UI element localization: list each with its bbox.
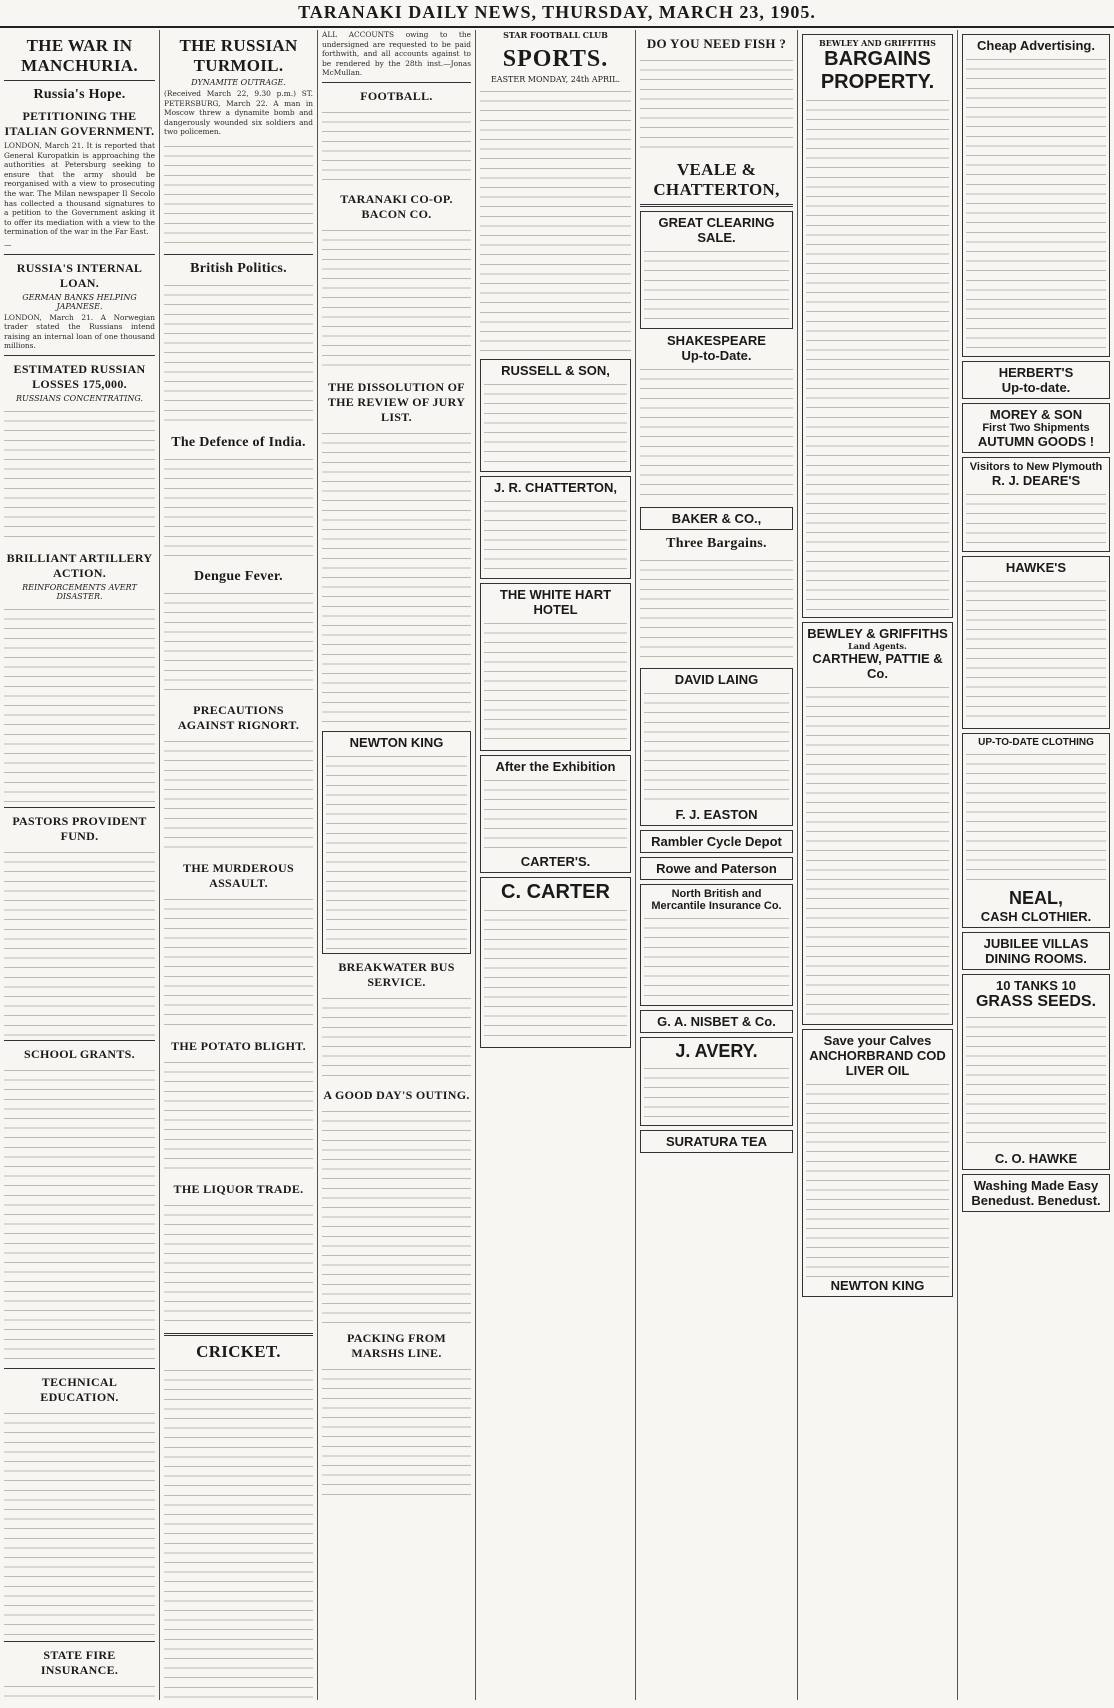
losses-heading: ESTIMATED RUSSIAN LOSSES 175,000. [13,361,146,391]
rowe-paterson-ad [640,857,793,880]
c-carter-ad [480,877,631,1048]
carthew-pattie-heading: CARTHEW, PATTIE & Co. [812,651,943,681]
divider [4,80,155,81]
column-notices [318,30,476,1700]
school-grants-heading: SCHOOL GRANTS. [24,1046,135,1061]
artillery-heading: BRILLIANT ARTILLERY ACTION. [6,550,153,580]
hawkes-heading: HAWKE'S [1005,560,1067,575]
suratura-heading: SURATURA TEA [665,1134,768,1149]
potato-blight-heading: THE POTATO BLIGHT. [171,1038,306,1053]
bacon-co-heading: TARANAKI CO-OP. BACON CO. [340,191,453,221]
newton-king-ad [322,731,471,954]
star-football-club: STAR FOOTBALL CLUB [503,30,608,40]
article-body [164,735,313,855]
dynamite-subheading: DYNAMITE OUTRAGE. [191,78,286,87]
newton-king-heading: NEWTON KING [349,734,444,750]
article-body [640,554,793,664]
article-body [4,603,155,803]
article-body [164,453,313,563]
breakwater-bus-heading: BREAKWATER BUS SERVICE. [338,959,455,989]
herberts-ad [962,361,1110,399]
divider [4,1368,155,1369]
shakespeare-heading: SHAKESPEARE [667,333,766,348]
article-body [322,427,471,727]
neal-ad [962,733,1110,928]
chatterton-ad [480,476,631,579]
war-headline: THE WAR IN MANCHURIA. [21,36,138,75]
packing-heading: PACKING FROM MARSHS LINE. [346,1330,447,1360]
morey-son-ad [962,403,1110,453]
article-body [322,1363,471,1503]
ad-body [484,617,627,747]
divider [4,807,155,808]
divider [322,82,471,83]
dining-rooms-heading: DINING ROOMS. [985,951,1087,966]
divider [640,204,793,207]
article-body [322,224,471,374]
suratura-ad [640,1130,793,1153]
north-british-heading: North British and Mercantile Insurance Co. [651,888,782,912]
ad-body [484,904,627,1044]
ad-body [644,245,789,325]
rambler-ad [640,830,793,853]
column-war-news [0,30,160,1700]
newton-king-heading: NEWTON KING [830,1278,925,1293]
morey-son-heading: MOREY & SON [989,407,1083,422]
loan-article-text: LONDON, March 21. A Norwegian trader stated the Russians intend raising an internal loan of one thousand millions. [4,312,155,351]
avery-heading: J. AVERY. [675,1041,758,1061]
internal-loan-heading: RUSSIA'S INTERNAL LOAN. [16,260,143,290]
avery-ad [640,1037,793,1126]
sports-heading: SPORTS. [502,46,609,72]
article-body [164,587,313,697]
article-body [164,893,313,1033]
rambler-heading: Rambler Cycle Depot [651,834,782,849]
jury-list-heading: THE DISSOLUTION OF THE REVIEW OF JURY LIST. [327,379,466,424]
clothing-heading: UP-TO-DATE CLOTHING [978,737,1094,748]
ad-body [326,750,467,950]
defence-india-heading: The Defence of India. [171,434,306,450]
reinforcements-subheading: REINFORCEMENTS AVERT DISASTER. [22,582,137,601]
ad-body [806,1078,949,1278]
divider [4,355,155,356]
neal-heading: NEAL, [1009,888,1063,908]
german-banks-subheading: GERMAN BANKS HELPING JAPANESE. [22,292,137,311]
c-carter-heading: C. CARTER [501,881,610,903]
article-body [322,106,471,186]
cheap-advertising-ad [962,34,1110,357]
clearing-sale-heading: GREAT CLEARING SALE. [658,215,775,245]
deare-ad [962,457,1110,552]
article-body [322,1105,471,1325]
concentrating-subheading: RUSSIANS CONCENTRATING. [15,393,144,403]
article-body [322,992,471,1082]
accounts-notice: ALL ACCOUNTS owing to the undersigned are requested to be paid forthwith, and all accounts against to be rendered by the 28th inst.—Jonas McMullan. [322,30,471,78]
divider [4,1040,155,1041]
article-body [4,1680,155,1700]
carters-heading: CARTER'S. [520,854,591,869]
autumn-goods-heading: AUTUMN GOODS ! [977,434,1095,449]
save-calves-heading: Save your Calves [823,1033,932,1048]
david-laing-heading: DAVID LAING [674,672,759,687]
tanks-heading: 10 TANKS 10 [996,978,1076,993]
petition-heading: PETITIONING THE ITALIAN GOVERNMENT. [4,109,155,138]
article-body [640,363,793,503]
article-body [164,1364,313,1700]
david-laing-ad [640,668,793,826]
white-hart-hotel-ad [480,583,631,751]
russell-son-heading: RUSSELL & SON, [501,363,610,378]
pastors-fund-heading: PASTORS PROVIDENT FUND. [12,813,147,843]
c-o-hawke-heading: C. O. HAWKE [994,1151,1078,1166]
jubilee-heading: JUBILEE VILLAS [983,936,1089,951]
divider [164,254,313,255]
bewley-agents-ad [802,622,953,1025]
article-body [164,1056,313,1176]
ad-body [484,378,627,468]
war-article-text: LONDON, March 21. It is reported that General Kuropatkin is approaching the authorities at Petersburg seeking to ensure that the army should be reorganised with a view to prosecuting the war. The Milan newspaper Il Secolo has collected a thousand signatures to a petition to the Government asking it to offer its mediation with a view to the termination of the war in the Far East. [4,141,155,237]
technical-education-heading: TECHNICAL EDUCATION. [40,1374,119,1404]
cash-clothier-heading: CASH CLOTHIER. [980,909,1092,924]
divider [4,1641,155,1642]
liquor-trade-heading: THE LIQUOR TRADE. [173,1181,304,1196]
ad-body [966,1011,1106,1151]
easton-heading: F. J. EASTON [675,807,758,822]
murderous-assault-heading: THE MURDEROUS ASSAULT. [183,860,294,890]
column-cables [160,30,318,1700]
divider [4,254,155,255]
good-days-outing-heading: A GOOD DAY'S OUTING. [323,1087,470,1102]
cricket-heading: CRICKET. [196,1341,281,1361]
football-heading: FOOTBALL. [360,88,433,103]
ad-body [484,495,627,575]
white-hart-heading: THE WHITE HART HOTEL [499,587,612,617]
bargains-heading: BARGAINS [824,48,931,70]
three-bargains-heading: Three Bargains. [666,536,767,551]
column-sports-ads [476,30,636,1700]
ad-body [806,94,949,614]
ad-body [644,687,789,807]
turmoil-text: (Received March 22, 9.30 p.m.) ST. PETERSBURG, March 22. A man in Moscow threw a dynamite bomb and dangerously wounded six soldiers and two policemen. [164,89,313,137]
precautions-heading: PRECAUTIONS AGAINST RIGNORT. [177,702,300,732]
herberts-heading: HERBERT'S [998,365,1074,380]
tanks-ad [962,974,1110,1170]
visitors-heading: Visitors to New Plymouth [969,461,1103,473]
jubilee-ad [962,932,1110,970]
benedust-heading: Benedust. Benedust. [971,1193,1101,1208]
ad-body [966,488,1106,548]
russian-turmoil-headline: THE RUSSIAN TURMOIL. [179,36,298,75]
north-british-ad [640,884,793,1006]
ad-body [966,748,1106,888]
war-article-text: — [4,239,12,249]
washing-ad [962,1174,1110,1212]
ad-body [966,575,1106,725]
dengue-fever-heading: Dengue Fever. [194,568,283,584]
up-to-date-heading: Up-to-Date. [681,348,752,363]
exhibition-ad [480,755,631,873]
nisbet-heading: G. A. NISBET & Co. [657,1014,776,1029]
ad-body [484,774,627,854]
washing-heading: Washing Made Easy [973,1178,1099,1193]
article-body [4,1407,155,1637]
anchor-brand-heading: ANCHORBRAND COD LIVER OIL [809,1048,946,1078]
land-agents-label: Land Agents. [848,641,907,651]
exhibition-heading: After the Exhibition [495,759,616,774]
column-land-agents [798,30,958,1700]
russia-hope-heading: Russia's Hope. [33,87,126,102]
chatterton-heading: J. R. CHATTERTON, [493,480,618,495]
fire-insurance-heading: STATE FIRE INSURANCE. [40,1647,119,1677]
ad-body [806,681,949,1021]
divider [164,1333,313,1336]
nisbet-ad [640,1010,793,1033]
ad-body [644,912,789,1002]
article-body [164,1199,313,1329]
cod-liver-oil-ad [802,1029,953,1297]
cheap-advertising-heading: Cheap Advertising. [977,38,1095,53]
article-body [164,279,313,429]
baker-heading: BAKER & CO., [671,511,762,526]
clearing-sale-ad [640,211,793,329]
article-body [164,140,313,250]
deare-heading: R. J. DEARE'S [991,473,1081,488]
veale-chatterton-heading: VEALE & CHATTERTON, [653,160,780,199]
article-body [480,85,631,355]
shipments-heading: First Two Shipments [982,422,1090,434]
column-classifieds [958,30,1114,1700]
ad-body [644,1062,789,1122]
russell-son-ad [480,359,631,472]
herberts-subheading: Up-to-date. [1001,380,1071,395]
ad-body [966,53,1106,353]
property-heading: PROPERTY. [820,71,935,93]
easter-monday-line: EASTER MONDAY, 24th APRIL. [490,75,621,84]
bewley-griffiths-heading: BEWLEY AND GRIFFITHS [819,38,936,48]
baker-ad [640,507,793,530]
bewley-griffiths-ad [802,34,953,618]
fish-heading: DO YOU NEED FISH ? [646,36,787,51]
bewley-agents-heading: BEWLEY & GRIFFITHS [807,626,948,641]
rowe-paterson-heading: Rowe and Paterson [656,861,777,876]
grass-seeds-heading: GRASS SEEDS. [975,993,1097,1010]
masthead: TARANAKI DAILY NEWS, THURSDAY, MARCH 23, 1905. [0,0,1114,28]
column-merchants [636,30,798,1700]
article-body [4,405,155,545]
article-body [4,846,155,1036]
hawkes-ad [962,556,1110,729]
article-body [4,1064,155,1364]
article-body [640,54,793,154]
british-politics-heading: British Politics. [190,260,287,276]
